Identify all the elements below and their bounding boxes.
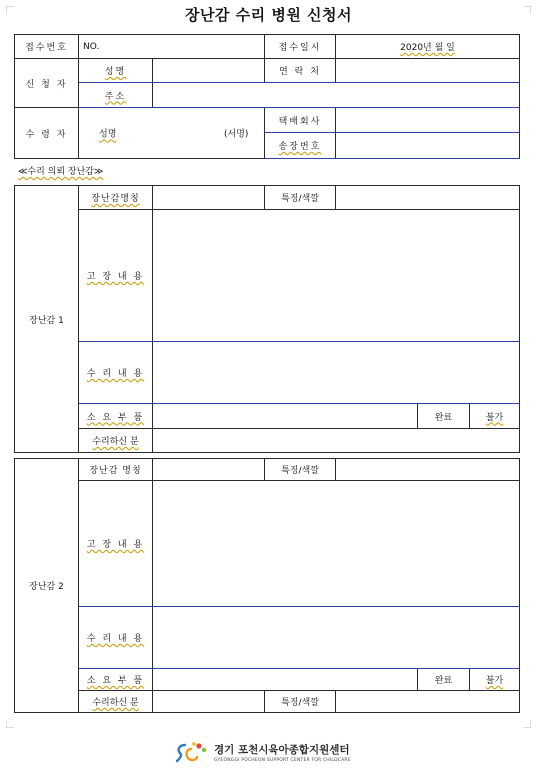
toy-1-repair-label <box>79 342 153 404</box>
toy-2-table <box>14 458 520 713</box>
toy-1-repair-label-text: 수 리 내 용 <box>86 369 145 379</box>
name-label-text: 성명 <box>104 67 127 77</box>
toy-1-table <box>14 185 520 453</box>
toy-1-unable-cell[interactable] <box>470 404 520 429</box>
toy-2-category-label <box>79 691 153 713</box>
toy-2-parts-label-text: 소 요 부 품 <box>86 676 145 686</box>
section-note-text: ≪수리 의뢰 장난감≫ <box>18 167 104 177</box>
toy-2-fault-label <box>79 481 153 607</box>
child-care-center-logo-icon <box>175 740 209 764</box>
address-field[interactable] <box>153 83 520 108</box>
toy-2-feature-label: 특징/색깔 <box>265 459 336 481</box>
toy-1-feature-label: 특징/색깔 <box>265 186 336 210</box>
contact-field[interactable] <box>336 59 520 83</box>
toy-1-category-label <box>79 429 153 453</box>
toy-2-feature-field[interactable] <box>336 459 520 481</box>
toy-1-category-field[interactable] <box>153 429 520 453</box>
toy-1-category-label-text: 수리하신 분 <box>92 437 139 447</box>
toy-1-fault-label-text: 고 장 내 용 <box>86 272 145 282</box>
toy-2-fault-field[interactable] <box>153 481 520 607</box>
section-note <box>18 164 103 177</box>
toy-2-done-cell[interactable]: 완료 <box>418 669 470 691</box>
toy-2-category-feature-field[interactable] <box>336 691 520 713</box>
recipient-label: 수 령 자 <box>15 108 79 159</box>
toy-1-parts-label-text: 소 요 부 품 <box>86 412 145 423</box>
receipt-date-label: 접수일시 <box>265 35 336 59</box>
org-name: 경기 포천시육아종합지원센터 <box>214 744 350 756</box>
toy-2-repair-label <box>79 607 153 669</box>
toy-2-repair-label-text: 수 리 내 용 <box>86 634 145 644</box>
toy-1-parts-field[interactable] <box>153 404 418 429</box>
toy-2-repair-field[interactable] <box>153 607 520 669</box>
toy-1-name-label <box>79 186 153 210</box>
receipt-no-field[interactable]: NO. <box>79 35 265 59</box>
invoice-label-text: 송장번호 <box>278 142 322 152</box>
courier-field[interactable] <box>336 108 520 133</box>
contact-label: 연 락 처 <box>265 59 336 83</box>
toy-1-fault-field[interactable] <box>153 210 520 342</box>
applicant-label: 신 청 자 <box>15 59 79 108</box>
receipt-no-label: 접수번호 <box>15 35 79 59</box>
address-label <box>79 83 153 108</box>
toy-2-category-label-text: 수리하신 분 <box>92 698 139 708</box>
invoice-field[interactable] <box>336 133 520 159</box>
toy-2-parts-label <box>79 669 153 691</box>
recipient-name-label: 성명 <box>99 129 117 140</box>
toy-1-name-label-text: 장난감명칭 <box>91 194 140 204</box>
toy-1-unable-text: 불가 <box>485 412 504 423</box>
receipt-date-field[interactable] <box>336 35 520 59</box>
recipient-name-field[interactable] <box>79 108 265 159</box>
toy-1-done-cell[interactable]: 완료 <box>418 404 470 429</box>
toy-1-fault-label <box>79 210 153 342</box>
toy-2-category-field[interactable] <box>153 691 265 713</box>
crop-mark-icon <box>523 720 531 728</box>
document-title: 장난감 수리 병원 신청서 <box>184 6 353 24</box>
toy-2-parts-field[interactable] <box>153 669 418 691</box>
applicant-table <box>14 34 520 159</box>
address-label-text: 주소 <box>104 91 127 102</box>
crop-mark-icon <box>6 720 14 728</box>
toy-2-category-feature-label: 특징/색깔 <box>265 691 336 713</box>
applicant-name-field[interactable] <box>153 59 265 83</box>
toy-1-repair-field[interactable] <box>153 342 520 404</box>
invoice-label <box>265 133 336 159</box>
toy-2-name-label: 장난감 명칭 <box>79 459 153 481</box>
toy-2-name-field[interactable] <box>153 459 265 481</box>
signature-label: (서명) <box>224 129 249 140</box>
toy-2-unable-text: 불가 <box>485 676 504 686</box>
toy-1-feature-field[interactable] <box>336 186 520 210</box>
toy-2-label: 장난감 2 <box>15 459 79 713</box>
toy-2-unable-cell[interactable] <box>470 669 520 691</box>
name-label <box>79 59 153 83</box>
toy-1-label: 장난감 1 <box>15 186 79 453</box>
footer-org <box>214 742 351 763</box>
toy-2-fault-label-text: 고 장 내 용 <box>86 540 145 550</box>
toy-1-parts-label <box>79 404 153 429</box>
receipt-date-value: 2020년 월 일 <box>400 43 455 53</box>
courier-label: 택배회사 <box>265 108 336 133</box>
toy-1-name-field[interactable] <box>153 186 265 210</box>
org-name-en: GYEONGGI POCHEON SUPPORT CENTER FOR CHILDCARE <box>214 758 351 763</box>
